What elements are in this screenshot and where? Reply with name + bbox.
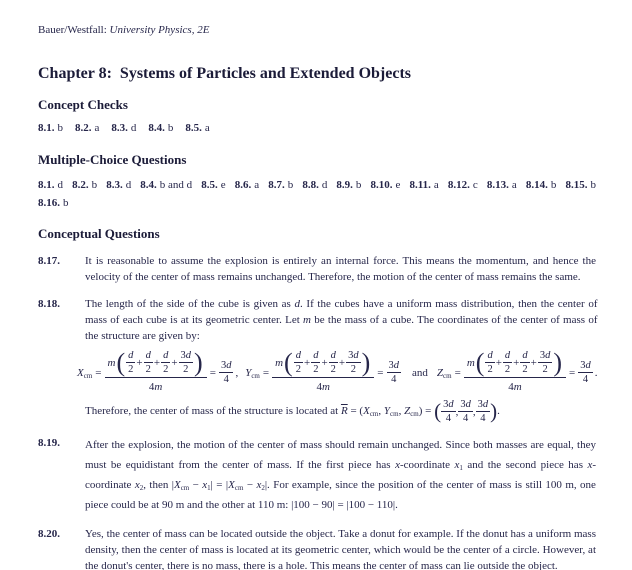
numeric-example: |100 − 90| = |100 − 110|: [291, 499, 396, 511]
running-header-label: Bauer/Westfall:: [38, 24, 110, 36]
answer-item: 8.10. e: [370, 179, 401, 191]
fraction: $\frac{3d}{2}$: [348, 350, 359, 375]
section-heading-multiple-choice: Multiple-Choice Questions: [38, 152, 187, 167]
conceptual-question-8-19: [38, 435, 596, 515]
fraction: $\frac{d}{2}$: [487, 350, 493, 375]
fraction: $\frac{d}{2}$: [163, 350, 169, 375]
left-paren: (: [116, 347, 126, 377]
left-paren: (: [475, 347, 485, 377]
section-heading-conceptual-questions: Conceptual Questions: [38, 226, 160, 241]
fraction: m ( $\frac{d}{2}$ + $\frac{d}{2}$ + $\frac{d}{2}$ + $\frac{3d}{2}$ ) 4m: [272, 350, 374, 395]
book-title: University Physics, 2E: [109, 24, 210, 36]
concept-checks-answers: [38, 122, 596, 134]
question-text: Yes, the center of mass can be located outside the object. Take a donut for example. If the donut has a uniform mass density, then the center of mass is located at its geometric center, which would be the center of a circle. However, at the donut's center, there is no mass, there is a hole. This means the center of mass can lie outside the object.: [85, 528, 596, 570]
conceptual-question-8-18: [38, 296, 596, 424]
fraction: m ( $\frac{d}{2}$ + $\frac{d}{2}$ + $\frac{d}{2}$ + $\frac{3d}{2}$ ) 4m: [464, 350, 566, 395]
chapter-title: Chapter 8: Systems of Particles and Extended Objects: [38, 65, 412, 82]
section-heading-concept-checks: Concept Checks: [38, 97, 128, 112]
fraction: $\frac{d}{2}$: [504, 350, 511, 375]
fraction: $\frac{d}{2}$: [128, 350, 134, 375]
answer-item: 8.13. a: [486, 179, 517, 191]
question-number: 8.17.: [38, 255, 60, 267]
fraction: m ( $\frac{d}{2}$ + $\frac{d}{2}$ + $\frac{d}{2}$ + $\frac{3d}{2}$ ) 4m: [105, 350, 207, 395]
running-header: [38, 24, 596, 36]
fraction: $\frac{d}{2}$: [313, 350, 319, 375]
answer-item: 8.12. c: [447, 179, 478, 191]
conceptual-question-8-20: [38, 526, 596, 570]
question-text: After the explosion, the motion of the center of mass should remain unchanged. Since both masses are equal, they must be equidistant from the center of mass. If the first piece has x-coordinate $x_1$ and the second piece has x-coordinate $x_2$, then $|X_{cm} - x_1| = |X_{cm} - x_2|$. For example, since the position of the center of mass is still 100 m, one piece could be at 90 m and the other at 110 m: |100 − 90| = |100 − 110|.: [85, 439, 596, 511]
fraction: $\frac{d}{2}$: [522, 350, 528, 375]
vector-R: $\overline{R}$: [340, 405, 348, 418]
fraction: $\frac{3d}{4}$: [460, 399, 471, 424]
fraction: $\frac{3d}{4}$: [443, 399, 454, 424]
multiple-choice-answers-row-1: [38, 179, 596, 191]
answer-item: 8.1. d: [38, 179, 63, 191]
right-paren: ): [553, 347, 563, 377]
answer-item: 8.8. d: [302, 179, 328, 191]
fraction: $\frac{d}{2}$: [330, 350, 336, 375]
equation-x-cm: $X_{cm}$ = m ( $\frac{d}{2}$ + $\frac{d}{2}$ + $\frac{d}{2}$ + $\frac{3d}{2}$ ) 4m = $\frac{3d}{4}$ ,: [77, 347, 239, 393]
answer-item: 8.2. b: [72, 179, 98, 191]
answer-item: 8.3. d: [111, 122, 137, 134]
result-tuple: ( $\frac{3d}{4}$ , $\frac{3d}{4}$ , $\frac{3d}{4}$ ): [434, 399, 498, 424]
equation-y-cm: $Y_{cm}$ = m ( $\frac{d}{2}$ + $\frac{d}{2}$ + $\frac{d}{2}$ + $\frac{3d}{2}$ ) 4m = $\frac{3d}{4}$: [245, 347, 400, 393]
therefore-statement: Therefore, the center of mass of the structure is located at $\overline{R} = (X_{cm}$, $Y_{cm}$, $Z_{cm}$) = ( $\frac{3d}{4}$ , $\frac{3d}{4}$ , $\frac{3d}{4}$ ) .: [85, 399, 500, 424]
answer-item: 8.4. b: [148, 122, 174, 134]
answer-item: 8.6. a: [234, 179, 260, 191]
fraction: $\frac{3d}{4}$: [388, 360, 400, 385]
variable-m: m: [303, 314, 311, 326]
fraction: $\frac{3d}{4}$: [477, 399, 489, 424]
and-separator: and: [412, 366, 428, 379]
answer-item: 8.4. b and d: [140, 179, 193, 191]
answer-item: 8.7. b: [268, 179, 294, 191]
answer-item: 8.16. b: [38, 197, 69, 209]
answer-item: 8.14. b: [525, 179, 557, 191]
right-paren: ): [194, 347, 203, 377]
answer-item: 8.2. a: [75, 122, 100, 134]
answer-item: 8.11. a: [409, 179, 439, 191]
abs-value-equation: $|X_{cm} - x_1| = |X_{cm} - x_2|$: [171, 479, 268, 492]
answer-item: 8.5. e: [201, 179, 226, 191]
left-paren: (: [284, 347, 293, 377]
conceptual-question-8-17: [38, 253, 596, 285]
right-paren: ): [361, 347, 371, 377]
variable-d: d: [294, 298, 301, 310]
question-number: 8.20.: [38, 528, 60, 540]
answer-item: 8.3. d: [106, 179, 132, 191]
fraction: $\frac{3d}{4}$: [220, 360, 232, 385]
question-text: The length of the side of the cube is given as d. If the cubes have a uniform mass distribution, then the center of mass of each cube is at its geometric center. Let m be the mass of a cube. The coordinates of the center of mass of the structure are given by: $X_{cm}$ = m ( $\frac{d}{2}$ + $\frac{d}{2}$ + $\frac{d}{2}$ + $\frac{3d}{2}$ ) 4m = $\frac{3d}{4}$ , $Y_{cm}$ = m ( $\frac{d}{2}$ + $\frac{d}{2}$ + $\frac{d}{2}$ + $\frac{3d}{2}$ ) 4m = $\frac{3d}{4}$ and $Z_{cm}$ = m ( $\frac{d}{2}$ + $\frac{d}{2}$ + $\frac{d}{2}$ + $\frac{3d}{2}$ ) 4m = $\frac{3d}{4}$ . Therefore, the center of mass of the structure is located at $\overline{R} = (X_{cm}$, $Y_{cm}$, $Z_{cm}$) = ( $\frac{3d}{4}$ , $\frac{3d}{4}$ , $\frac{3d}{4}$ ) .: [77, 298, 598, 424]
fraction: $\frac{d}{2}$: [145, 350, 151, 375]
question-number: 8.19.: [38, 437, 60, 449]
equation-z-cm: $Z_{cm}$ = m ( $\frac{d}{2}$ + $\frac{d}{2}$ + $\frac{d}{2}$ + $\frac{3d}{2}$ ) 4m = $\frac{3d}{4}$ .: [436, 347, 598, 393]
fraction: $\frac{d}{2}$: [295, 350, 301, 375]
answer-item: 8.15. b: [565, 179, 596, 191]
multiple-choice-answers-row-2: [38, 197, 596, 209]
fraction: $\frac{3d}{2}$: [180, 350, 192, 375]
answer-item: 8.5. a: [185, 122, 210, 134]
fraction: $\frac{3d}{2}$: [539, 350, 551, 375]
question-text: It is reasonable to assume the explosion is entirely an internal force. This means the momentum, and hence the velocity of the center of mass remains unchanged. Therefore, the motion of the center of mass remains the same.: [85, 255, 596, 283]
question-number: 8.18.: [38, 298, 60, 310]
answer-item: 8.1. b: [38, 122, 63, 134]
fraction: $\frac{3d}{4}$: [580, 360, 591, 385]
center-of-mass-equations: [77, 347, 598, 395]
answer-item: 8.9. b: [336, 179, 362, 191]
